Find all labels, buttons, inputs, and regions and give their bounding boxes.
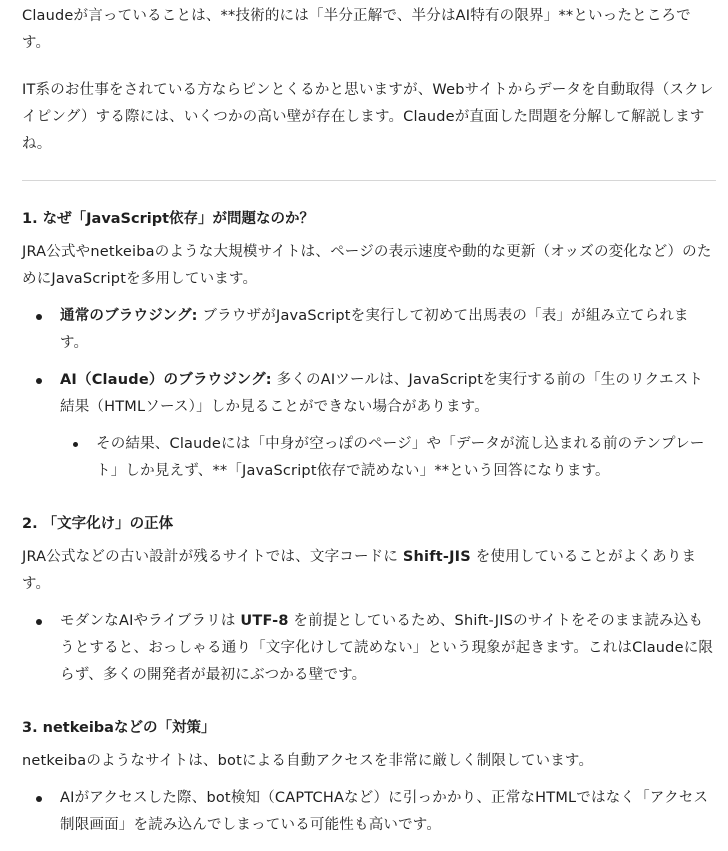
list-item	[22, 608, 716, 689]
sub-bullet-list	[60, 431, 716, 485]
bullet-text: モダンなAIやライブラリは	[60, 613, 241, 629]
body-text: JRA公式などの古い設計が残るサイトでは、文字コードに	[22, 549, 403, 565]
list-item	[22, 367, 716, 485]
list-item	[22, 303, 716, 357]
section-divider	[22, 180, 716, 181]
bullet-dot-icon	[73, 442, 78, 447]
list-item	[22, 785, 716, 839]
body-text: を使用していることがよくあります。	[22, 549, 697, 592]
section-1-bullet-list	[22, 303, 716, 485]
bullet-label: 通常のブラウジング:	[60, 308, 198, 324]
list-item	[60, 431, 716, 485]
intro-paragraph-2: IT系のお仕事をされている方ならピンとくるかと思いますが、Webサイトからデータを自動取得（スクレイピング）する際には、いくつかの高い壁が存在します。Claudeが直面した問題を分解して解説しますね。	[22, 82, 714, 152]
bullet-text: を前提としているため、Shift-JISのサイトをそのまま読み込もうとすると、おっしゃる通り「文字化けして読めない」という現象が起きます。これはClaudeに限らず、多くの開発者が最初にぶつかる壁です。	[60, 613, 714, 683]
section-3-title: 3. netkeibaなどの「対策」	[22, 720, 216, 736]
bullet-dot-icon	[36, 378, 42, 384]
bullet-dot-icon	[36, 619, 42, 625]
section-2-title: 2. 「文字化け」の正体	[22, 516, 174, 532]
bullet-text: 多くのAIツールは、JavaScriptを実行する前の「生のリクエスト結果（HTMLソース）」しか見ることができない場合があります。	[60, 372, 704, 415]
section-2-bullet-list	[22, 608, 716, 689]
section-1-title: 1. なぜ「JavaScript依存」が問題なのか？	[22, 211, 315, 227]
bullet-bold-text: UTF-8	[240, 613, 289, 629]
section-3-body: netkeibaのようなサイトは、botによる自動アクセスを非常に厳しく制限しています。	[22, 753, 594, 769]
body-bold-text: Shift-JIS	[402, 549, 471, 565]
section-2-body	[22, 544, 716, 598]
bullet-dot-icon	[36, 314, 42, 320]
section-1-body: JRA公式やnetkeibaのような大規模サイトは、ページの表示速度や動的な更新（オッズの変化など）のためにJavaScriptを多用しています。	[22, 244, 712, 287]
bullet-label: AI（Claude）のブラウジング:	[60, 372, 272, 388]
bullet-dot-icon	[36, 796, 42, 802]
intro-paragraph-1: Claudeが言っていることは、**技術的には「半分正解で、半分はAI特有の限界」**といったところです。	[22, 8, 691, 51]
section-3-bullet-list	[22, 785, 716, 839]
bullet-text: AIがアクセスした際、bot検知（CAPTCHAなど）に引っかかり、正常なHTMLではなく「アクセス制限画面」を読み込んでしまっている可能性も高いです。	[60, 790, 709, 833]
bullet-text: ブラウザがJavaScriptを実行して初めて出馬表の「表」が組み立てられます。	[60, 308, 689, 351]
sub-bullet-text: その結果、Claudeには「中身が空っぽのページ」や「データが流し込まれる前のテンプレート」しか見えず、**「JavaScript依存で読めない」**という回答になります。	[96, 436, 705, 479]
